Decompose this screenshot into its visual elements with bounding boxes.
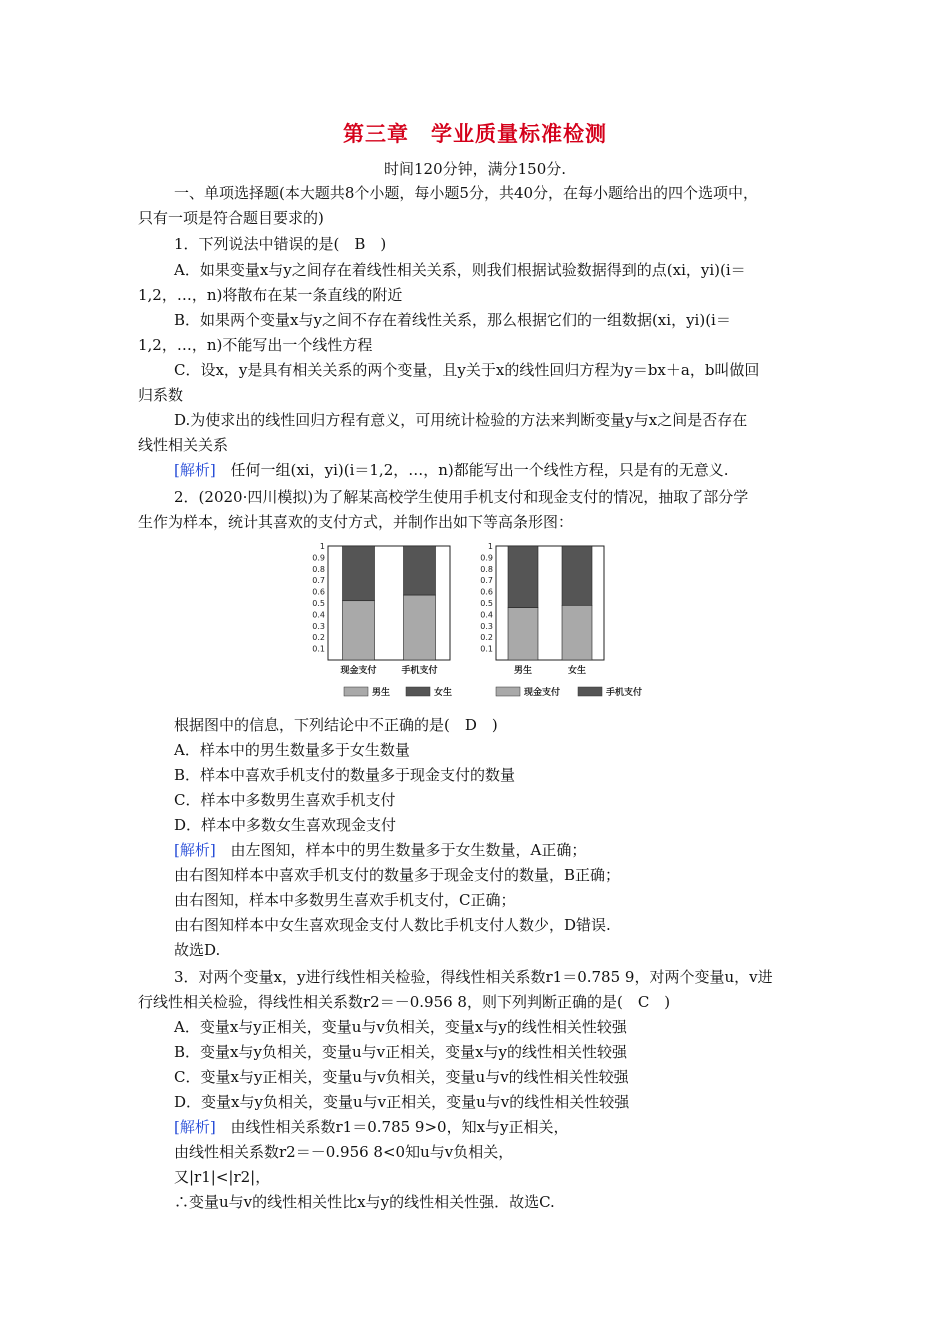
page-title: 第三章 学业质量标准检测 xyxy=(343,122,607,146)
bar-segment xyxy=(562,546,592,605)
legend-label: 手机支付 xyxy=(606,688,643,698)
q1-option-a-line1: A．如果变量x与y之间存在着线性相关关系，则我们根据试验数据得到的点(xi，yi)(i＝ xyxy=(174,261,746,279)
y-tick-label: 1 xyxy=(319,542,325,551)
q1-option-b-line1: B．如果两个变量x与y之间不存在着线性关系，那么根据它们的一组数据(xi，yi)(i＝ xyxy=(174,311,731,329)
y-tick-label: 1 xyxy=(487,542,493,551)
q2-analysis-line1 xyxy=(174,840,586,860)
y-tick-label: 0.9 xyxy=(312,553,325,563)
y-tick-label: 0.6 xyxy=(480,587,493,597)
q1-option-c-line1: C．设x，y是具有相关关系的两个变量，且y关于x的线性回归方程为y＝bx＋a，b叫做回 xyxy=(174,361,760,379)
y-tick-label: 0.6 xyxy=(312,587,325,597)
y-tick-label: 0.2 xyxy=(312,633,325,643)
legend-label: 男生 xyxy=(372,688,391,698)
q3-stem-line1: 3．对两个变量x，y进行线性相关检验，得线性相关系数r1＝0.785 9，对两个变量u，v进 xyxy=(174,968,773,986)
q1-option-d-line2: 线性相关关系 xyxy=(138,436,229,454)
bar-segment xyxy=(404,546,436,595)
legend-label: 女生 xyxy=(434,688,453,698)
q2-analysis-line2: 由右图知样本中喜欢手机支付的数量多于现金支付的数量，B正确； xyxy=(174,866,621,884)
section-heading-line1: 一、单项选择题(本大题共8个小题，每小题5分，共40分，在每小题给出的四个选项中， xyxy=(174,184,759,202)
q2-analysis-line5: 故选D. xyxy=(174,941,221,959)
q3-analysis-line1 xyxy=(174,1117,569,1137)
x-tick-label: 现金支付 xyxy=(340,666,377,676)
q2-analysis-line3: 由右图知，样本中多数男生喜欢手机支付，C正确； xyxy=(174,891,516,909)
legend-label: 现金支付 xyxy=(524,688,561,698)
page-subtitle: 时间120分钟，满分150分. xyxy=(383,160,567,178)
bar-segment xyxy=(508,608,538,660)
legend-swatch xyxy=(406,687,430,696)
analysis-tag: [解析] xyxy=(174,841,216,859)
bar-segment xyxy=(508,546,538,608)
q3-option-a: A．变量x与y正相关，变量u与v负相关，变量x与y的线性相关性较强 xyxy=(174,1018,627,1036)
analysis-text: 由左图知，样本中的男生数量多于女生数量，A正确； xyxy=(230,841,587,859)
y-tick-label: 0.3 xyxy=(312,621,325,631)
q3-option-d: D．变量x与y负相关，变量u与v正相关，变量u与v的线性相关性较强 xyxy=(174,1093,630,1111)
q1-option-c-line2: 归系数 xyxy=(138,386,184,404)
y-tick-label: 0.1 xyxy=(312,644,325,654)
y-tick-label: 0.5 xyxy=(480,599,493,608)
y-tick-label: 0.7 xyxy=(480,576,493,586)
y-tick-label: 0.9 xyxy=(480,553,493,563)
q2-option-a: A．样本中的男生数量多于女生数量 xyxy=(174,741,410,759)
bar-segment xyxy=(404,595,436,660)
analysis-text: 任何一组(xi，yi)(i＝1,2，…，n)都能写出一个线性方程，只是有的无意义. xyxy=(230,461,729,479)
q2-question: 根据图中的信息，下列结论中不正确的是( D ) xyxy=(174,716,498,734)
y-tick-label: 0.8 xyxy=(480,564,493,574)
q3-analysis-line4: ∴变量u与v的线性相关性比x与y的线性相关性强．故选C. xyxy=(174,1193,555,1211)
q3-stem-line2: 行线性相关检验，得线性相关系数r2＝－0.956 8，则下列判断正确的是( C ) xyxy=(138,993,671,1011)
q2-stem-line2: 生作为样本，统计其喜欢的支付方式，并制作出如下等高条形图： xyxy=(138,513,574,531)
analysis-text: 由线性相关系数r1＝0.785 9>0，知x与y正相关， xyxy=(230,1118,569,1136)
q1-option-a-line2: 1,2，…，n)将散布在某一条直线的附近 xyxy=(138,286,403,304)
bar-segment xyxy=(562,605,592,660)
q3-option-b: B．变量x与y负相关，变量u与v正相关，变量x与y的线性相关性较强 xyxy=(174,1043,628,1061)
q3-option-c: C．变量x与y正相关，变量u与v负相关，变量u与v的线性相关性较强 xyxy=(174,1068,629,1086)
y-tick-label: 0.2 xyxy=(480,633,493,643)
bar-segment xyxy=(343,546,375,601)
legend-swatch xyxy=(496,687,520,696)
q3-analysis-line2: 由线性相关系数r2＝－0.956 8<0知u与v负相关， xyxy=(174,1143,514,1161)
y-tick-label: 0.8 xyxy=(312,564,325,574)
legend-swatch xyxy=(578,687,602,696)
y-tick-label: 0.7 xyxy=(312,576,325,586)
q1-option-d-line1: D.为使求出的线性回归方程有意义，可用统计检验的方法来判断变量y与x之间是否存在 xyxy=(174,411,748,429)
legend-swatch xyxy=(344,687,368,696)
x-tick-label: 男生 xyxy=(513,666,533,676)
y-tick-label: 0.3 xyxy=(480,621,493,631)
y-tick-label: 0.1 xyxy=(480,644,493,654)
q2-option-c: C．样本中多数男生喜欢手机支付 xyxy=(174,791,396,809)
chart-right xyxy=(468,538,678,700)
q1-option-b-line2: 1,2，…，n)不能写出一个线性方程 xyxy=(138,336,373,354)
q2-option-b: B．样本中喜欢手机支付的数量多于现金支付的数量 xyxy=(174,766,516,784)
analysis-tag: [解析] xyxy=(174,461,216,479)
q1-analysis xyxy=(174,460,729,480)
q1-stem: 1．下列说法中错误的是( B ) xyxy=(174,235,387,253)
bar-segment xyxy=(343,601,375,660)
x-tick-label: 手机支付 xyxy=(401,666,438,676)
q2-analysis-line4: 由右图知样本中女生喜欢现金支付人数比手机支付人数少，D错误. xyxy=(174,916,611,934)
y-tick-label: 0.5 xyxy=(312,599,325,608)
y-tick-label: 0.4 xyxy=(312,610,325,620)
q2-option-d: D．样本中多数女生喜欢现金支付 xyxy=(174,816,397,834)
q2-stem-line1: 2．(2020·四川模拟)为了解某高校学生使用手机支付和现金支付的情况，抽取了部分学 xyxy=(174,488,749,506)
analysis-tag: [解析] xyxy=(174,1118,216,1136)
y-tick-label: 0.4 xyxy=(480,610,493,620)
chart-left xyxy=(300,538,470,700)
x-tick-label: 女生 xyxy=(567,666,587,676)
q3-analysis-line3: 又|r1|<|r2|， xyxy=(174,1168,271,1186)
section-heading-line2: 只有一项是符合题目要求的) xyxy=(138,209,324,227)
